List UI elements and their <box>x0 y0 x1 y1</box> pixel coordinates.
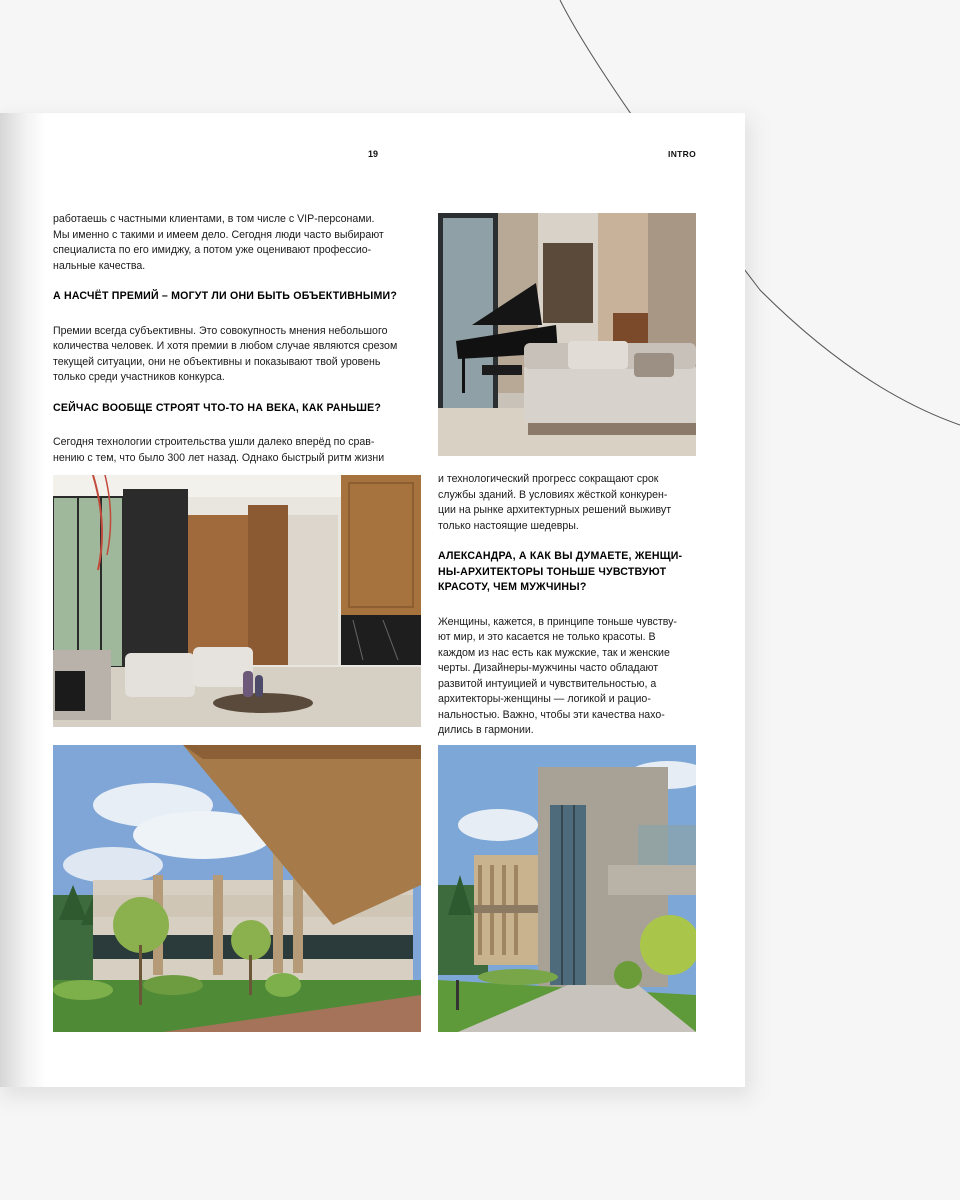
intro-line: работаешь с частными клиентами, в том числе с VIP-персонами. <box>53 213 375 225</box>
answer-line: Сегодня технологии строительства ушли далеко вперёд по срав- <box>53 436 375 448</box>
answer-line: архитекторы-женщины — логикой и рацио- <box>438 693 651 705</box>
answer-line: каждом из нас есть как мужские, так и женские <box>438 646 670 659</box>
intro-line: Мы именно с такими и имеем дело. Сегодня люди часто выбирают <box>53 228 384 241</box>
section-label: INTRO <box>668 149 696 159</box>
right-text-column <box>438 472 700 739</box>
question-heading-women: КРАСОТУ, ЧЕМ МУЖЧИНЫ? <box>438 581 587 593</box>
answer-line: дились в гармонии. <box>438 724 534 736</box>
question-heading-women: АЛЕКСАНДРА, А КАК ВЫ ДУМАЕТЕ, ЖЕНЩИ- <box>438 550 683 562</box>
question-heading-awards: А НАСЧЁТ ПРЕМИЙ – МОГУТ ЛИ ОНИ БЫТЬ ОБЪЕКТИВНЫМИ? <box>53 290 397 302</box>
continuation-line: только настоящие шедевры. <box>438 519 579 532</box>
answer-line: нению с тем, что было 300 лет назад. Однако быстрый ритм жизни <box>53 451 385 464</box>
page-binding-shadow <box>0 113 46 1087</box>
left-text-column <box>53 212 425 466</box>
answer-line: Женщины, кажется, в принципе тоньше чувству- <box>438 615 677 628</box>
house-exterior-canopy-photo <box>53 745 421 1032</box>
answer-line: ют мир, и это касается не только красоты. В <box>438 631 656 643</box>
answer-line: черты. Дизайнеры-мужчины часто обладают <box>438 662 659 674</box>
answer-line: текущей ситуации, они не объективны и показывают твой уровень <box>53 355 381 368</box>
magazine-page <box>0 113 745 1087</box>
intro-line: нальные качества. <box>53 259 146 272</box>
page-number: 19 <box>368 149 379 159</box>
continuation-line: службы зданий. В условиях жёсткой конкурен- <box>438 488 668 501</box>
question-heading-build: СЕЙЧАС ВООБЩЕ СТРОЯТ ЧТО-ТО НА ВЕКА, КАК РАНЬШЕ? <box>53 401 382 414</box>
double-height-living-room-photo <box>53 475 421 727</box>
house-exterior-stone-facade-photo <box>438 745 696 1032</box>
continuation-line: ции на рынке архитектурных решений выживут <box>438 504 672 516</box>
answer-line: только среди участников конкурса. <box>53 371 225 383</box>
answer-line: развитой интуицией и чувствительностью, а <box>438 677 657 690</box>
living-room-grand-piano-photo <box>438 213 696 456</box>
answer-line: нальностью. Важно, чтобы эти качества нахо- <box>438 708 665 721</box>
intro-line: специалиста по его имиджу, а потом уже оценивают профессио- <box>53 244 372 256</box>
answer-line: количества человек. И хотя премии в любом случае являются срезом <box>53 340 398 352</box>
question-heading-women: НЫ-АРХИТЕКТОРЫ ТОНЬШЕ ЧУВСТВУЮТ <box>438 565 667 578</box>
continuation-line: и технологический прогресс сокращают срок <box>438 473 659 485</box>
answer-line: Премии всегда субъективны. Это совокупность мнения небольшого <box>53 324 388 337</box>
